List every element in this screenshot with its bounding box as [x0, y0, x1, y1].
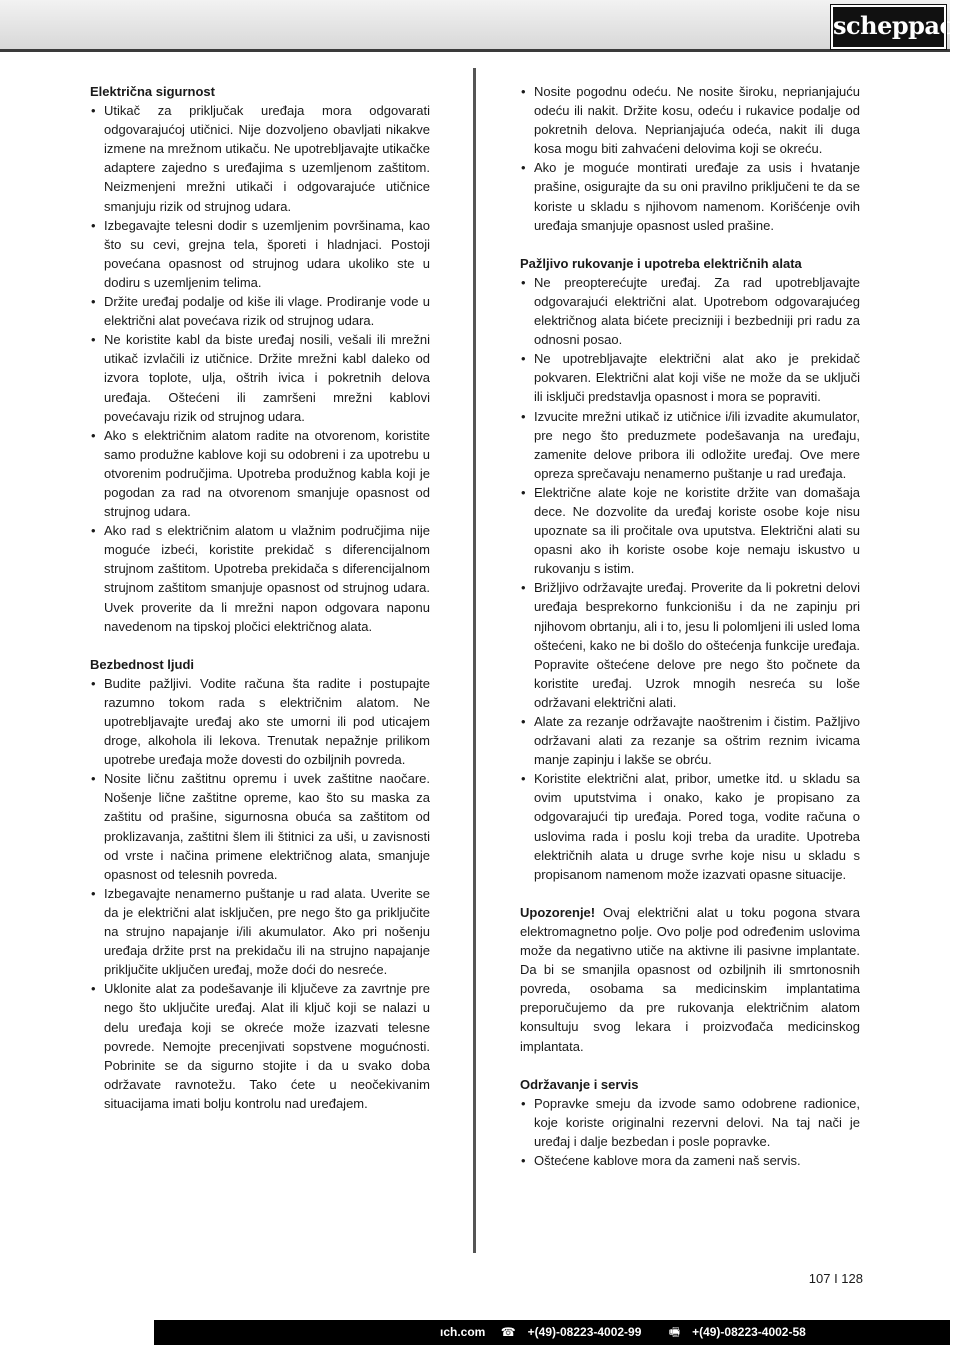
- footer-white-block: [0, 1320, 154, 1345]
- section-heading-electrical-safety: Električna sigurnost: [90, 84, 215, 99]
- footer-fax: +(49)-08223-4002-58: [692, 1325, 806, 1339]
- list-item: • Utikač za priključak uređaja mora odgovarati odgovarajućoj utičnici. Nije dozvoljeno obavljati nikakve izmene na mrežnom utikaču. Ne upotrebljavajte utikačke adaptere zajedno s uređajima s uzemljenom zaštitom. Neizmenjeni mrežni utikači i odgovarajuće utičnice smanjuju rizik od strujnog udara.: [90, 101, 430, 216]
- warning-text: Ovaj električni alat u toku pogona stvara elektromagnetno polje. Ovo polje pod određenim uslovima može da negativno utiče na aktivne ili pasivne implantate. Da bi se smanjila opasnost od ozbiljnih ili smrtonosnih povreda, osobama sa medicinskim implantatima preporučujemo da pre rukovanja električnim alatom konsultuju svog lekara i proizvođača medicinskog implantata.: [520, 904, 860, 1054]
- list-item: • Električne alate koje ne koristite držite van domašaja dece. Ne dozvolite da uređaj koriste osobe koje nisu upoznate sa ili pročitale ova uputstva. Električni alati su opasni ako ih koriste osobe koje nemaju iskustvo u rukovanju s istim.: [520, 483, 860, 578]
- left-column: [90, 82, 430, 1113]
- list-item: • Ako s električnim alatom radite na otvorenom, koristite samo produžne kablove koji su odobreni i za upotrebu u otvorenim područjima. Upotreba produžnog kabla koji je pogodan za rad na otvorenom smanjuje opasnost od strujnog udara.: [90, 426, 430, 521]
- section-heading-maintenance: Održavanje i servis: [520, 1076, 639, 1092]
- personal-safety-list-continued: [520, 82, 860, 235]
- column-divider: [473, 68, 476, 1253]
- list-item: • Držite uređaj podalje od kiše ili vlage. Prodiranje vode u električni alat povećava rizik od strujnog udara.: [90, 292, 430, 330]
- list-item: • Ne koristite kabl da biste uređaj nosili, vešali ili mrežni utikač izvlačili iz utičnice. Držite mrežni kabl daleko od izvora toplote, ulja, oštrih ivica i pokretnih delova uređaja. Oštećeni ili zamršeni mrežni kablovi povećavaju rizik od strujnog udara.: [90, 330, 430, 425]
- section-heading-tool-use: Pažljivo rukovanje i upotreba električnih alata: [520, 255, 802, 271]
- list-item: • Oštećene kablove mora da zameni naš servis.: [520, 1151, 860, 1170]
- warning-paragraph: [520, 903, 860, 1056]
- page-number: 107 I 128: [808, 1271, 863, 1286]
- right-column: [520, 82, 860, 1170]
- footer-website[interactable]: ıch.com: [440, 1325, 486, 1339]
- list-item: • Nosite ličnu zaštitnu opremu i uvek zaštitne naočare. Nošenje lične zaštitne opreme, kao što su maska za zaštitu od prašine, sigurnosna obuća sa zaštitom od proklizavanja, zaštitni šlem ili štitnici za uši, u zavisnosti od vrste i načina primene električnog alata, smanjuje opasnost od telesnih povreda.: [90, 769, 430, 884]
- brand-logo: scheppach: [831, 5, 946, 49]
- list-item: • Izbegavajte nenamerno puštanje u rad alata. Uverite se da je električni alat isključen, pre nego što ga priključite na strujno napajanje i/ili akumulator. Ako pri nošenju uređaja držite prst na prekidaču ili na strujno napajanje priključite uključen uređaj, može doći do nesreće.: [90, 884, 430, 979]
- fax-icon: 🖷: [668, 1325, 681, 1339]
- list-item: • Ne preopterećujte uređaj. Za rad upotrebljavajte odgovarajući električni alat. Upotrebom odgovarajućeg električnog alata bićete precizniji i bezbedniji pri radu za odnosni posao.: [520, 273, 860, 349]
- list-item: • Budite pažljivi. Vodite računa šta radite i postupajte razumno tokom rada s električnim alatom. Ne upotrebljavajte uređaj ako ste umorni ili pod uticajem droge, alkohola ili lekova. Trenutak nepažnje prilikom upotrebe uređaja može dovesti do ozbiljnih povreda.: [90, 674, 430, 769]
- list-item: • Nosite pogodnu odeću. Ne nosite široku, neprianjajuću odeću ili nakit. Držite kosu, odeću i rukavice podalje od pokretnih delova. Neprianjajuća odeća, nakit ili duga kosa mogu biti zahvaćeni delovima koji se okreću.: [520, 82, 860, 158]
- footer-contact: [440, 1323, 830, 1341]
- electrical-safety-list: [90, 101, 430, 636]
- footer-phone: +(49)-08223-4002-99: [527, 1325, 642, 1339]
- list-item: • Popravke smeju da izvode samo odobrene radionice, koje koriste originalni rezervni delovi. Na taj nači je uređaj i dalje bezbedan i posle popravke.: [520, 1094, 860, 1151]
- section-heading-personal-safety: Bezbednost ljudi: [90, 656, 194, 672]
- list-item: • Uklonite alat za podešavanje ili ključeve za zavrtnje pre nego što uključite uređaj. Alat ili ključ koji se nalazi u delu uređaja koji se okreće može izazvati telesne povrede. Nemojte precenjivati sopstvene mogućnosti. Pobrinite se da sigurno stojite i da u svako doba održavate ravnotežu. Tako ćete u neočekivanim situacijama imati bolju kontrolu nad uređajem.: [90, 979, 430, 1113]
- maintenance-list: [520, 1094, 860, 1170]
- phone-icon: ☎: [500, 1325, 516, 1339]
- warning-label: Upozorenje!: [520, 904, 596, 920]
- list-item: • Izvucite mrežni utikač iz utičnice i/ili izvadite akumulator, pre nego što preduzmete podešavanja na uređaju, zamenite delove pribora ili odložite uređaj. Ove mere opreza sprečavaju nenamerno puštanje u rad uređaja.: [520, 407, 860, 483]
- header-band: [0, 0, 950, 52]
- list-item: • Izbegavajte telesni dodir s uzemljenim površinama, kao što su cevi, grejna tela, šporeti i hladnjaci. Postoji povećana opasnost od strujnog udara ukoliko ste u dodiru s uzemljenim telima.: [90, 216, 430, 292]
- list-item: • Ne upotrebljavajte električni alat ako je prekidač pokvaren. Električni alat koji više ne može da se uključi ili isključi predstavlja opasnost i mora se popraviti.: [520, 349, 860, 406]
- list-item: • Ako je moguće montirati uređaje za usis i hvatanje prašine, osigurajte da su oni pravilno priključeni te da se koriste u skladu s njihovom namenom. Korišćenje ovih uređaja smanjuje opasnost usled prašine.: [520, 158, 860, 234]
- list-item: • Ako rad s električnim alatom u vlažnim područjima nije moguće izbeći, koristite prekidač s diferencijalnom strujnom zaštitom. Upotreba prekidača s diferencijalnom strujnom zaštitom smanjuje opasnost od strujnog udara. Uvek proverite da li mrežni napon odgovara naponu navedenom na tipskoj pločici električnog alata.: [90, 521, 430, 636]
- tool-use-list: [520, 273, 860, 884]
- list-item: • Koristite električni alat, pribor, umetke itd. u skladu sa ovim uputstvima i onako, kako je propisano za odgovarajući tip uređaja. Pored toga, vodite računa o uslovima rada i poslu koji treba da uradite. Upotreba električnih alata u druge svrhe koje nisu u skladu s propisanom namenom može izazvati opasne situacije.: [520, 769, 860, 884]
- list-item: • Alate za rezanje održavajte naoštrenim i čistim. Pažljivo održavani alati za rezanje sa oštrim reznim ivicama manje zapinju i lakše se obrću.: [520, 712, 860, 769]
- list-item: • Brižljivo održavajte uređaj. Proverite da li pokretni delovi uređaja besprekorno funkcionišu i da ne zapinju pri njihovom obrtanju, ali i to, jesu li polomljeni ili usled loma oštećeni, kako ne bi došlo do oštećenja funkcije uređaja. Popravite oštećene delove pre nego što počnete da koristite uređaj. Uzrok mnogih nesreća su loše održavani električni alati.: [520, 578, 860, 712]
- personal-safety-list: [90, 674, 430, 1113]
